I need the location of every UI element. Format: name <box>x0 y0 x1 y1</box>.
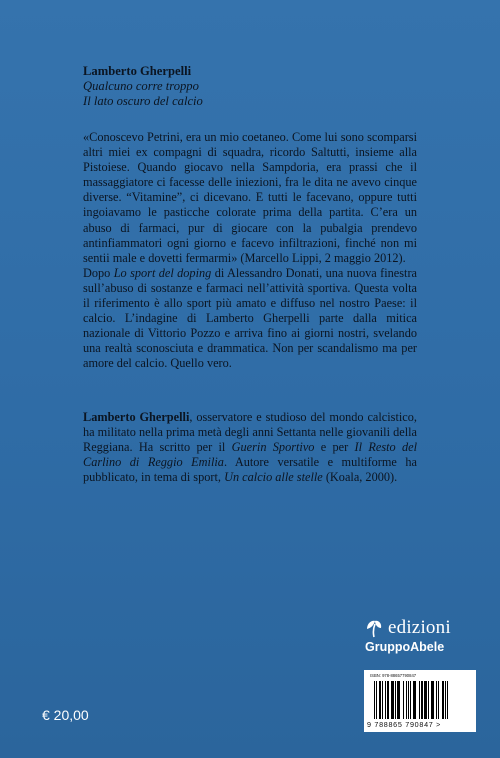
book-header <box>83 64 413 109</box>
price: € 20,00 <box>42 707 89 723</box>
barcode-bars <box>374 681 470 719</box>
publisher-logo <box>363 617 473 663</box>
bio-text-4: (Koala, 2000). <box>325 470 398 485</box>
book-subtitle: Il lato oscuro del calcio <box>83 94 203 108</box>
barcode-digits: 9 788865 790847 > <box>367 720 442 729</box>
isbn-label: ISBN: 978-88657790847 <box>370 673 417 678</box>
intro-before: Dopo <box>83 265 111 280</box>
intro-after: di Alessandro Donati, una nuova finestra sull’abuso di sostanze e farmaci nell’attività sportiva. Questa volta il riferimento è allo sport più amato e diffuso nel nostro Paese: il calcio. L’indagine di Lamberto Gherpelli parte dalla mitica nazionale di Vittorio Pozzo e arriva fino ai giorni nostri, svelando una realtà sconosciuta e drammatica. Non per scandalismo ma per amore del calcio. Quello vero. <box>83 265 418 371</box>
leaf-icon <box>363 617 385 639</box>
author-name: Lamberto Gherpelli <box>83 64 192 78</box>
bio-publication-2: Il Resto del Carlino di Reggio Emilia <box>83 440 418 470</box>
bio-publication-1: Guerin Sportivo <box>231 440 315 455</box>
blurb <box>83 130 417 372</box>
bio-text-3: . Autore versatile e multiforme ha pubblicato, in tema di sport, <box>83 455 417 485</box>
referenced-book: Lo sport del doping <box>113 265 212 280</box>
bio-text-1: , osservatore e studioso del mondo calcistico, ha militato nella prima metà degli anni Settanta nelle giovanili della Reggiana. Ha scritto per il <box>83 410 417 455</box>
publisher-group: GruppoAbele <box>365 640 445 654</box>
bio-book: Un calcio alle stelle <box>224 470 323 485</box>
publisher-name: edizioni <box>388 617 451 638</box>
lippi-quote: «Conoscevo Petrini, era un mio coetaneo. Come lui sono scomparsi altri miei ex compagni di squadra, ricordo Saltutti, insieme alla Pistoiese. Quando giocavo nella Sampdoria, era prassi che il massaggiatore ci facesse delle iniezioni, fra le dita ne avevo cinque diverse. “Vitamine”, ci dicevano. E tutti le facevano, oppure tutti ingoiavamo le pasticche colorate prima della partita. C’era un abuso di farmaci, pur di giocare con la pubalgia prendevo antinfiammatori ogni giorno e facevo infiltrazioni, finché non mi sentii male e dovetti fermarmi» (Marcello Lippi, 2 maggio 2012). <box>83 130 417 265</box>
bio-text-2: e per <box>320 440 349 455</box>
bio-author-name: Lamberto Gherpelli <box>83 410 190 424</box>
book-title: Qualcuno corre troppo <box>83 79 199 93</box>
barcode <box>364 670 476 732</box>
author-bio <box>83 410 417 485</box>
book-description <box>83 266 417 372</box>
